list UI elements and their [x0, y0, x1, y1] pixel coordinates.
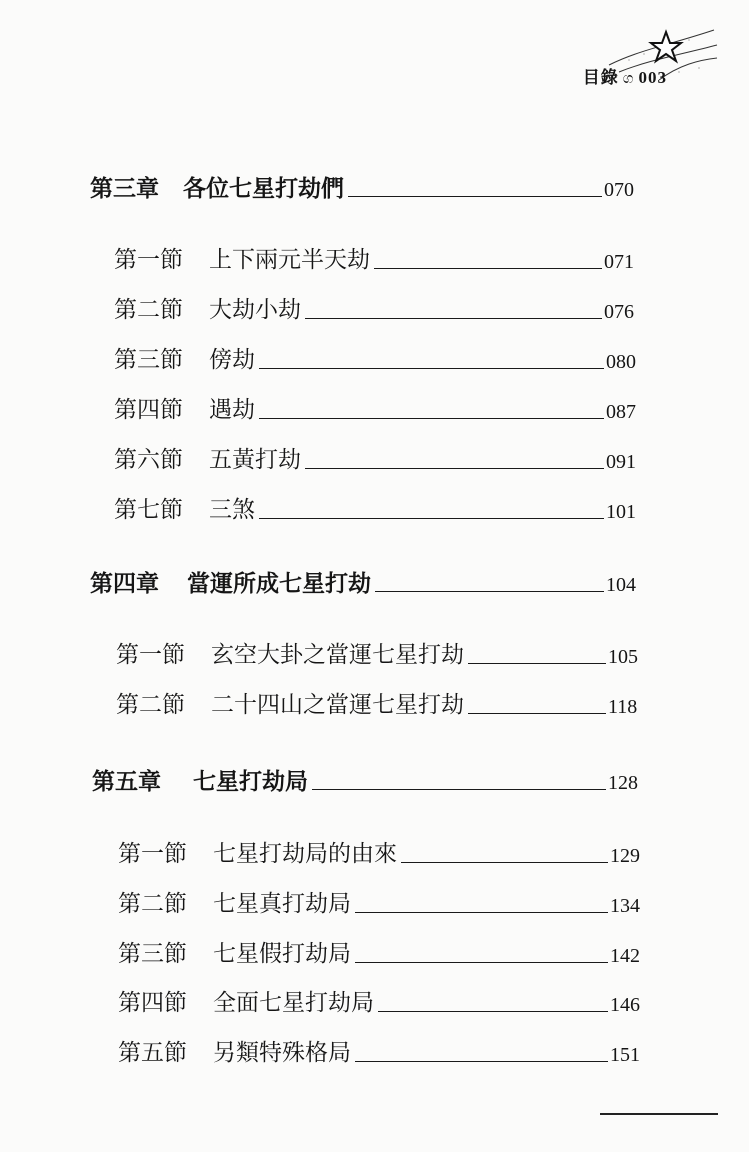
entry-page-number: 080 [606, 351, 636, 373]
dot-leader [312, 789, 606, 790]
dot-leader [305, 318, 602, 319]
entry-title: 上下兩元半天劫 [209, 247, 370, 273]
toc-section-entry [0, 876, 749, 916]
entry-title: 各位七星打劫們 [183, 175, 344, 202]
entry-page-number: 076 [604, 301, 634, 323]
entry-label: 第七節 [114, 497, 183, 523]
entry-page-number: 087 [606, 401, 636, 423]
entry-page-number: 071 [604, 251, 634, 273]
footer-rule [600, 1113, 718, 1115]
entry-label: 第二節 [114, 297, 183, 323]
entry-page-number: 091 [606, 451, 636, 473]
entry-page-number: 134 [610, 895, 640, 917]
dot-leader [355, 962, 608, 963]
entry-label: 第一節 [118, 841, 187, 867]
toc-chapter-entry [0, 160, 749, 200]
entry-label: 第四章 [90, 570, 159, 597]
entry-title: 全面七星打劫局 [213, 990, 374, 1016]
entry-label: 第三節 [118, 941, 187, 967]
toc-chapter-entry [0, 555, 749, 595]
entry-page-number: 128 [608, 772, 638, 794]
entry-label: 第五章 [92, 768, 161, 795]
running-header [583, 63, 667, 88]
entry-label: 第三節 [114, 347, 183, 373]
dot-leader [401, 862, 608, 863]
dot-leader [305, 468, 604, 469]
dot-leader [259, 418, 604, 419]
dot-leader [355, 912, 608, 913]
header-page-number: 003 [638, 68, 667, 87]
entry-title: 七星打劫局 [193, 768, 308, 795]
header-section: 目錄 [582, 68, 619, 88]
entry-label: 第四節 [114, 397, 183, 423]
toc-section-entry [0, 232, 749, 272]
entry-title: 傍劫 [209, 347, 255, 373]
entry-label: 第六節 [114, 447, 183, 473]
toc-section-entry [0, 482, 749, 522]
header-ornament: ග [622, 69, 635, 87]
entry-page-number: 129 [610, 845, 640, 867]
entry-page-number: 151 [610, 1044, 640, 1066]
toc-section-entry [0, 332, 749, 372]
toc-section-entry [0, 382, 749, 422]
dot-leader [374, 268, 602, 269]
dot-leader [468, 663, 606, 664]
dot-leader [375, 591, 604, 592]
toc-section-entry [0, 1025, 749, 1065]
entry-page-number: 146 [610, 994, 640, 1016]
entry-page-number: 105 [608, 646, 638, 668]
entry-page-number: 118 [608, 696, 638, 718]
entry-label: 第五節 [118, 1040, 187, 1066]
dot-leader [259, 368, 604, 369]
toc-section-entry [0, 677, 749, 717]
toc-chapter-entry [0, 753, 749, 793]
entry-page-number: 104 [606, 574, 636, 596]
dot-leader [259, 518, 604, 519]
entry-title: 七星打劫局的由來 [213, 841, 397, 867]
entry-label: 第一節 [116, 642, 185, 668]
entry-title: 玄空大卦之當運七星打劫 [211, 642, 464, 668]
entry-title: 大劫小劫 [209, 297, 301, 323]
entry-title: 五黃打劫 [209, 447, 301, 473]
entry-title: 七星真打劫局 [213, 891, 351, 917]
entry-title: 當運所成七星打劫 [187, 570, 371, 597]
toc-section-entry [0, 975, 749, 1015]
entry-page-number: 101 [606, 501, 636, 523]
dot-leader [348, 196, 602, 197]
entry-label: 第四節 [118, 990, 187, 1016]
entry-title: 遇劫 [209, 397, 255, 423]
entry-title: 二十四山之當運七星打劫 [211, 692, 464, 718]
dot-leader [378, 1011, 608, 1012]
toc-section-entry [0, 432, 749, 472]
dot-leader [355, 1061, 608, 1062]
entry-label: 第二節 [116, 692, 185, 718]
toc-section-entry [0, 826, 749, 866]
entry-page-number: 070 [604, 179, 634, 201]
entry-title: 另類特殊格局 [213, 1040, 351, 1066]
toc-section-entry [0, 627, 749, 667]
entry-label: 第二節 [118, 891, 187, 917]
entry-page-number: 142 [610, 945, 640, 967]
toc-section-entry [0, 926, 749, 966]
dot-leader [468, 713, 606, 714]
entry-title: 七星假打劫局 [213, 941, 351, 967]
entry-label: 第三章 [90, 175, 159, 202]
entry-title: 三煞 [209, 497, 255, 523]
toc-section-entry [0, 282, 749, 322]
entry-label: 第一節 [114, 247, 183, 273]
